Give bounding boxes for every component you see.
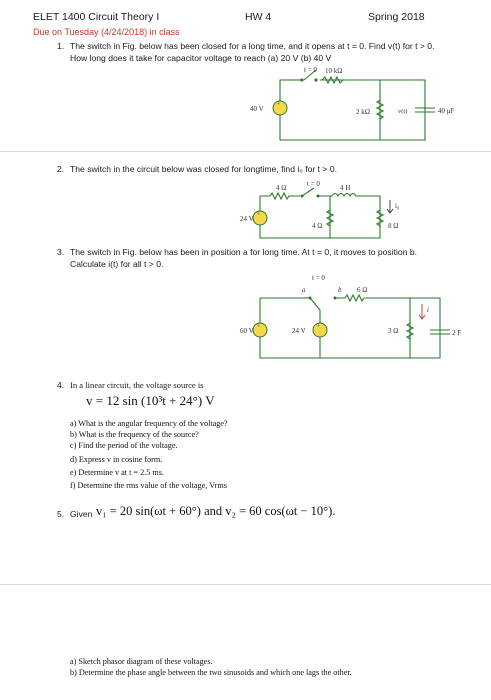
q2-number: 2.	[57, 164, 65, 174]
q2-text: The switch in the circuit below was closed for longtime, find i₀ for t > 0.	[70, 164, 337, 174]
q4-item-d: d) Express v in cosine form.	[70, 454, 163, 464]
q2-r3-label: 8 Ω	[388, 222, 399, 230]
q4-item-b: b) What is the frequency of the source?	[70, 430, 199, 440]
q3-position-a-label: a	[302, 286, 306, 294]
q3-r1-label: 6 Ω	[357, 286, 368, 294]
q2-i0-label: i₀	[395, 202, 400, 210]
separator	[0, 151, 491, 152]
q3-circuit-figure	[240, 268, 470, 368]
svg-text:+: +	[257, 324, 261, 330]
q5-given: Given	[70, 509, 93, 519]
q2-switch-label: t = 0	[307, 180, 320, 188]
q3-position-b-label: b	[338, 286, 342, 294]
q4-item-a: a) What is the angular frequency of the voltage?	[70, 419, 228, 428]
svg-text:+: +	[277, 102, 281, 108]
q3-switch-label: t = 0	[312, 274, 325, 282]
q1-text-line2: How long does it take for capacitor voltage to reach (a) 20 V (b) 40 V	[70, 53, 332, 63]
q1-capacitor-label: 40 μF	[438, 107, 455, 115]
q4-intro: In a linear circuit, the voltage source is	[70, 380, 204, 390]
q4-number: 4.	[57, 380, 65, 390]
svg-text:+: +	[257, 212, 261, 218]
q5-subquestions	[70, 656, 485, 678]
q1-circuit-figure	[240, 64, 470, 146]
q1-text-line1: The switch in Fig. below has been closed for a long time, and it opens at t = 0. Find v(t) for t > 0.	[70, 41, 435, 51]
q1-vt-label: v(t)	[398, 108, 408, 115]
q4-item-f: f) Determine the rms value of the voltage, Vrms	[70, 481, 227, 491]
homework-number: HW 4	[245, 11, 272, 23]
q1-resistor-top-label: 10 kΩ	[325, 67, 343, 75]
q4-subquestions	[70, 418, 370, 491]
q3-text-line2: Calculate i(t) for all t > 0.	[70, 259, 164, 269]
course-title: ELET 1400 Circuit Theory I	[33, 11, 160, 23]
q3-source2-label: 24 V	[292, 327, 306, 335]
q4-item-e: e) Determine v at t = 2.5 ms.	[70, 467, 164, 477]
q1-number: 1.	[57, 41, 65, 51]
q3-capacitor-label: 2 F	[452, 329, 462, 337]
q5-item-a: a) Sketch phasor diagram of these voltages.	[70, 657, 213, 666]
term: Spring 2018	[368, 11, 425, 23]
q2-source-label: 24 V	[240, 215, 254, 223]
q2-inductor-label: 4 H	[340, 184, 351, 192]
q5-number: 5.	[57, 509, 65, 519]
q1-resistor-mid-label: 2 kΩ	[356, 108, 370, 116]
q1-source-label: 40 V	[250, 105, 264, 113]
q2-circuit-figure	[240, 178, 420, 248]
q1-switch-label: t = 0	[304, 66, 317, 74]
q4-equation: v = 12 sin (10³t + 24°) V	[86, 393, 215, 408]
q3-number: 3.	[57, 247, 65, 257]
q4-item-c: c) Find the period of the voltage.	[70, 441, 178, 451]
q3-current-label: i	[427, 306, 429, 314]
svg-text:+: +	[317, 324, 321, 330]
q2-r1-label: 4 Ω	[276, 184, 287, 192]
due-date: Due on Tuesday (4/24/2018) in class	[33, 27, 180, 37]
q3-text-line1: The switch in Fig. below has been in position a for long time. At t = 0, it moves to position b.	[70, 247, 418, 257]
q3-source1-label: 60 V	[240, 327, 254, 335]
q5-item-b: b) Determine the phase angle between the two sinusoids and which one lags the other.	[70, 668, 352, 678]
separator	[0, 584, 491, 585]
q2-r2-label: 4 Ω	[312, 222, 323, 230]
q5-equation: v₁ = 20 sin(ωt + 60°) and v₂ = 60 cos(ωt − 10°).	[96, 504, 336, 518]
q3-r2-label: 3 Ω	[388, 327, 399, 335]
